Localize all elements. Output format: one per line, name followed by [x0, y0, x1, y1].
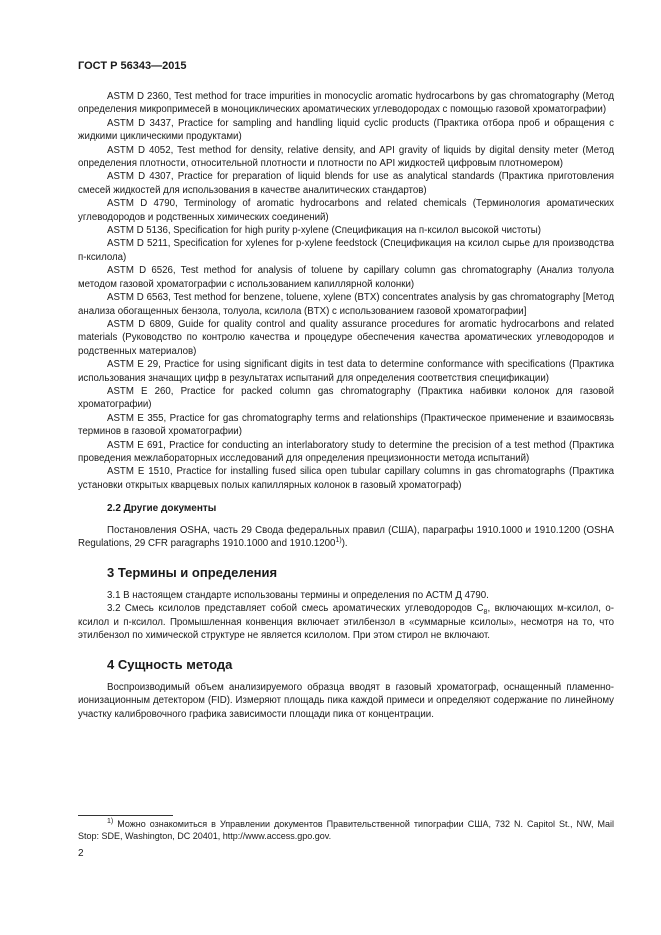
reference-item: ASTM D 6563, Test method for benzene, toluene, xylene (BTX) concentrates analysis by gas chromatography [Метод анализа обогащенных бензола, толуола, ксилола (BTX) с использованием газовой хроматографии]	[78, 292, 614, 317]
footnote-ref: 1)	[335, 536, 342, 544]
subsection-text: Постановления OSHA, часть 29 Свода федеральных правил (США), параграфы 1910.1000 и 1910.1200 (OSHA Regulations, 29 CFR paragraphs 1910.1000 and 1910.1200	[78, 524, 614, 549]
section-paragraph	[78, 602, 614, 642]
reference-item: ASTM D 6809, Guide for quality control and quality assurance procedures for aromatic hydrocarbons and related materials (Руководство по контролю качества и процедуре обеспечения качества ароматических углеводородов и родственных материалов)	[78, 318, 614, 357]
document-header: ГОСТ Р 56343—2015	[78, 60, 187, 72]
section-title: 3 Термины и определения	[107, 565, 278, 581]
reference-item: ASTM D 5136, Specification for high purity p-xylene (Спецификация на п-ксилол высокой чистоты)	[107, 225, 541, 237]
footnote-divider	[78, 815, 173, 816]
reference-item: ASTM D 5211, Specification for xylenes for p-xylene feedstock (Спецификация на ксилол сырье для производства п-ксилола)	[78, 238, 614, 263]
reference-item: ASTM E 1510, Practice for installing fused silica open tubular capillary columns in gas chromatographs (Практика установки открытых кварцевых полых капиллярных колонок в газовый хроматограф)	[78, 466, 614, 491]
reference-item: ASTM E 691, Practice for conducting an interlaboratory study to determine the precision of a test method (Практика проведения межлабораторных исследований для определения прецизионности метода испытаний)	[78, 439, 614, 464]
document-body	[78, 90, 614, 721]
reference-item: ASTM E 260, Practice for packed column gas chromatography (Практика набивки колонок для газовой хроматографии)	[78, 385, 614, 411]
reference-item: ASTM D 3437, Practice for sampling and handling liquid cyclic products (Практика отбора проб и обращения с жидкими циклическими продуктами)	[78, 117, 614, 143]
reference-item: ASTM E 29, Practice for using significant digits in test data to determine conformance with specifications (Практика использования значащих цифр в результатах испытаний для определения соответствия спецификации)	[78, 359, 614, 384]
reference-list	[78, 90, 614, 492]
subscript: 8	[483, 609, 488, 617]
reference-item: ASTM D 2360, Test method for trace impurities in monocyclic aromatic hydrocarbons by gas chromatography (Метод определения микропримесей в моноциклических ароматических углеводородах с помощью газовой хроматографии)	[78, 91, 614, 116]
footnote-mark: 1)	[107, 818, 114, 825]
reference-item: ASTM D 4052, Test method for density, relative density, and API gravity of liquids by digital density meter (Метод определения плотности, относительной плотности и плотности по API жидкостей цифровым плотномером)	[78, 144, 614, 170]
reference-item: ASTM D 4307, Practice for preparation of liquid blends for use as analytical standards (Практика приготовления смесей жидкостей для использования в качестве аналитических стандартов)	[78, 171, 614, 196]
subsection-title: 2.2 Другие документы	[107, 503, 217, 515]
paragraph-text: 3.2 Смесь ксилолов представляет собой смесь ароматических углеводородов С	[107, 603, 484, 615]
subsection-text-end: ).	[341, 538, 348, 549]
footnote-text: Можно ознакомиться в Управлении документов Правительственной типографии США, 732 N. Capitol St., NW, Mail Stop: SDE, Washington, DC 20401, http://www.access.gpo.gov.	[78, 819, 614, 841]
section-title: 4 Сущность метода	[107, 657, 233, 673]
reference-item: ASTM D 4790, Terminology of aromatic hydrocarbons and related chemicals (Терминология ароматических углеводородов и родственных химических соединений)	[78, 198, 614, 223]
paragraph-text-end: , включающих м-ксилол, о-ксилол и п-ксилол. Промышленная конвенция включает этилбензол в «суммарные ксилолы», несмотря на то, что этилбензол по химической структуре не является ксилолом. При этом стирол не включают.	[78, 603, 615, 642]
page-number: 2	[78, 848, 84, 859]
reference-item: ASTM E 355, Practice for gas chromatography terms and relationships (Практическое применение и взаимосвязь терминов в газовой хроматографии)	[78, 412, 614, 438]
reference-item: ASTM D 6526, Test method for analysis of toluene by capillary column gas chromatography (Анализ толуола методом газовой хроматографии с использованием капиллярной колонки)	[78, 265, 614, 290]
section-paragraph: Воспроизводимый объем анализируемого образца вводят в газовый хроматограф, оснащенный пламенно-ионизационным детектором (FID). Измеряют площадь пика каждой примеси и определяют содержание по линейному участку калибровочного графика зависимости площади пика от концентрации.	[78, 681, 614, 720]
section-paragraph: 3.1 В настоящем стандарте использованы термины и определения по АСТМ Д 4790.	[107, 589, 489, 601]
footnote	[78, 818, 614, 842]
subsection-paragraph	[78, 524, 614, 551]
